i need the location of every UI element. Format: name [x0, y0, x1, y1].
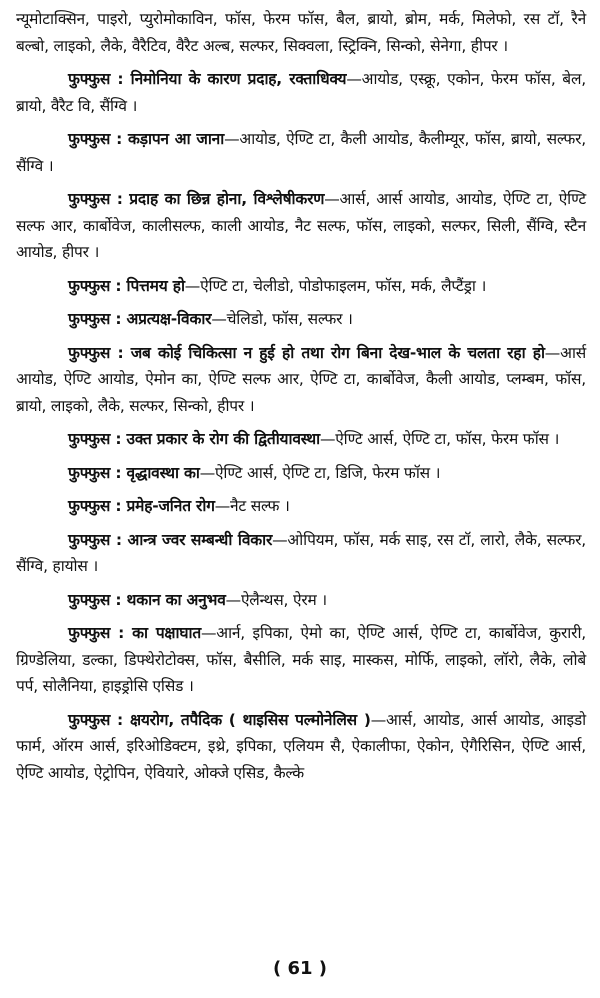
paragraph	[16, 493, 586, 520]
paragraph-body: —आर्स आयोड, ऐण्टि आयोड, ऐमोन का, ऐण्टि सल्फ आर, ऐण्टि टा, कार्बोवेज, कैली आयोड, प्लम्बम, फॉस, ब्रायो, लाइको, लैके, सल्फर, सिन्को, हीपर ।	[16, 343, 586, 415]
paragraph	[16, 620, 586, 700]
paragraph-body: —आर्न, इपिका, ऐमो का, ऐण्टि आर्स, ऐण्टि टा, कार्बोवेज, कुरारी, ग्रिण्डेलिया, डल्का, डिफ्थेरोटोक्स, फॉस, बैसीलि, मर्क साइ, मास्कस, मोर्फि, लाइको, लॉरो, लैके, लोबे पर्प, सोलैनिया, हाइड्रोसि एसिड ।	[16, 624, 586, 695]
paragraph-body: —आयोड, ऐण्टि टा, कैली आयोड, कैलीम्यूर, फॉस, ब्रायो, सल्फर, सैंग्वि ।	[16, 130, 586, 175]
page-number: ( 61 )	[272, 958, 328, 979]
page-body	[16, 6, 586, 786]
paragraph	[16, 273, 586, 300]
paragraph-body: —ऐलैन्थस, ऐरम ।	[225, 590, 327, 609]
paragraph-heading: फुफ्फुस : जब कोई चिकित्सा न हुई हो तथा रोग बिना देख-भाल के चलता रहा हो	[68, 343, 545, 362]
paragraph-body: —आयोड, एस्क्रू, एकोन, फेरम फॉस, बेल, ब्रायो, वैरैट वि, सैंग्वि ।	[16, 70, 586, 115]
paragraph-body: —ऐण्टि आर्स, ऐण्टि टा, डिजि, फेरम फॉस ।	[199, 463, 441, 482]
paragraph-heading: फुफ्फुस : प्रमेह-जनित रोग	[68, 497, 215, 515]
paragraph	[16, 707, 586, 787]
paragraph-heading: फुफ्फुस : क्षयरोग, तपैदिक ( थाइसिस पल्मोनेलिस )	[68, 710, 371, 729]
paragraph	[16, 587, 586, 614]
paragraph-heading: फुफ्फुस : वृद्धावस्था का	[68, 463, 200, 482]
paragraph-body: —चेलिडो, फॉस, सल्फर ।	[211, 310, 353, 328]
paragraph-heading: फुफ्फुस : कड़ापन आ जाना	[68, 130, 225, 148]
paragraph-body: —नैट सल्फ ।	[214, 497, 290, 515]
paragraph-heading: फुफ्फुस : थकान का अनुभव	[68, 590, 226, 609]
paragraph-heading: फुफ्फुस : प्रदाह का छिन्न होना, विश्लेषीकरण	[68, 190, 325, 208]
paragraph	[16, 527, 586, 580]
paragraph	[16, 460, 586, 487]
paragraph-body: —ओपियम, फॉस, मर्क साइ, रस टॉ, लारो, लैके, सल्फर, सैंग्वि, हायोस ।	[16, 530, 586, 575]
paragraph-heading: फुफ्फुस : उक्त प्रकार के रोग की द्वितीयावस्था	[68, 430, 320, 448]
paragraph	[16, 340, 586, 420]
paragraph-heading: फुफ्फुस : का पक्षाघात	[68, 624, 201, 642]
paragraph	[16, 186, 586, 266]
paragraph	[16, 6, 586, 59]
paragraph-body: —ऐण्टि आर्स, ऐण्टि टा, फॉस, फेरम फॉस ।	[319, 430, 560, 448]
paragraph-body: —आर्स, आयोड, आर्स आयोड, आइडो फार्म, ऑरम आर्स, इरिओडिक्टम, इथ्रे, इपिका, एलियम सै, ऐकालीफा, ऐकोन, ऐगैरिसिन, ऐण्टि आर्स, ऐण्टि आयोड, ऐट्रोपिन, ऐवियारे, ओक्जे एसिड, कैल्के	[16, 710, 586, 782]
paragraph	[16, 426, 586, 453]
paragraph-heading: फुफ्फुस : अप्रत्यक्ष-विकार	[68, 310, 212, 328]
paragraph-heading: फुफ्फुस : पित्तमय हो	[68, 276, 185, 295]
paragraph-heading: फुफ्फुस : निमोनिया के कारण प्रदाह, रक्ताधिक्य	[68, 70, 347, 88]
paragraph-body: —ऐण्टि टा, चेलीडो, पोडोफाइलम, फॉस, मर्क, लैप्टैंड्रा ।	[184, 276, 487, 295]
paragraph-heading: फुफ्फुस : आन्त्र ज्वर सम्बन्धी विकार	[68, 530, 273, 549]
paragraph	[16, 306, 586, 333]
paragraph	[16, 66, 586, 119]
paragraph-body: न्यूमोटाक्सिन, पाइरो, प्युरोमोकाविन, फॉस, फेरम फॉस, बैल, ब्रायो, ब्रोम, मर्क, मिलेफो, रस टॉ, रैने बल्बो, लाइको, लैके, वैरैटिव, वैरैट अल्ब, सल्फर, सिक्वला, स्ट्रिक्नि, सिन्को, सेनेगा, हीपर ।	[16, 10, 586, 55]
paragraph-body: —आर्स, आर्स आयोड, आयोड, ऐण्टि टा, ऐण्टि सल्फ आर, कार्बोवेज, कालीसल्फ, काली आयोड, नैट सल्फ, फॉस, लाइको, सल्फर, सिली, सैंग्वि, स्टैन आयोड, हीपर ।	[16, 190, 586, 261]
paragraph	[16, 126, 586, 179]
